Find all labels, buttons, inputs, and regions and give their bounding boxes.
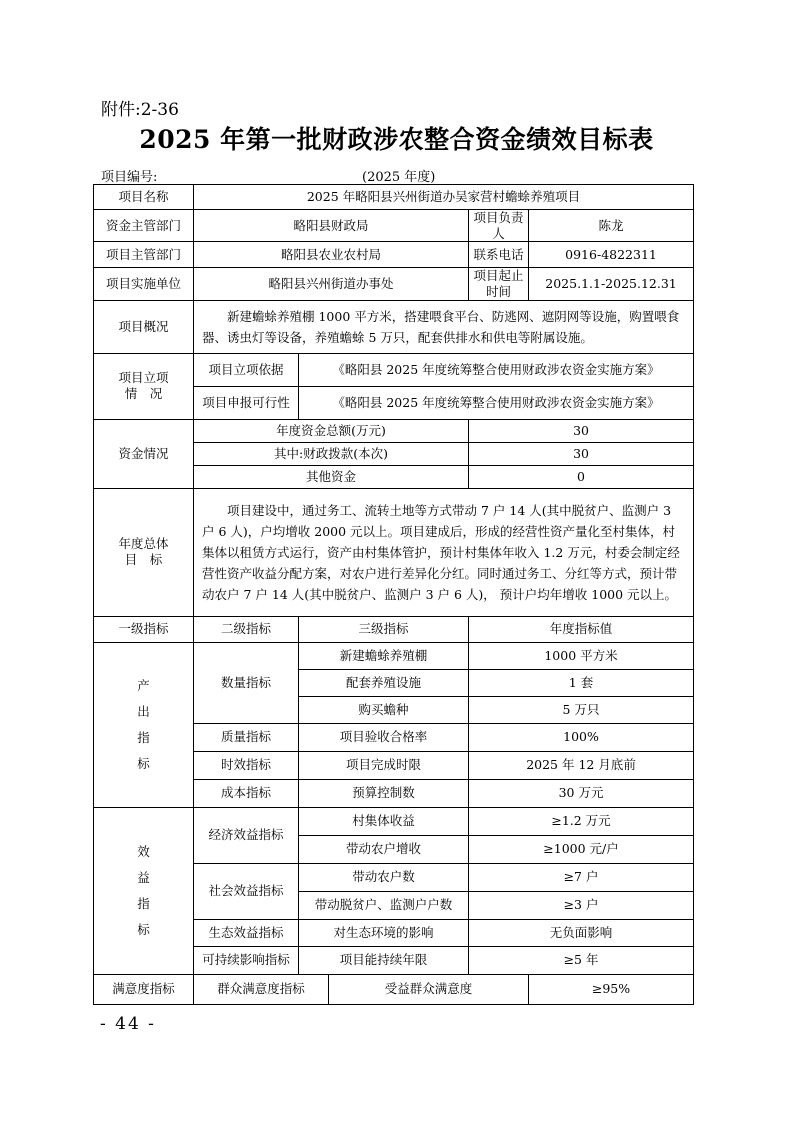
- row-indicator-header: [94, 616, 694, 642]
- goal-text: 项目建设中，通过务工、流转土地等方式带动 7 户 14 人(其中脱贫户、监测户 3 户 6 人)，户均增收 2000 元以上。项目建成后，形成的经营性资产量化至村集体，村集体以租赁方式运行，资产由村集体管护，预计村集体年收入 1.2 万元，村委会制定经营性资产收益分配方案，对农户进行差异化分红。同时通过务工、分红等方式，预计带动农户 7 户 14 人(其中脱贫户、监测户 3 户 6 人)， 预计户均年增收 1000 元以上。: [194, 488, 694, 616]
- cost-name: 预算控制数: [299, 779, 469, 807]
- output-label: 产出指标: [94, 642, 194, 807]
- q2-name: 配套养殖设施: [299, 669, 469, 696]
- q1-value: 1000 平方米: [469, 642, 694, 669]
- satisfaction-value: ≥95%: [529, 974, 694, 1004]
- project-name-value: 2025 年略阳县兴州街道办吴家营村蟾蜍养殖项目: [194, 185, 694, 210]
- q2-value: 1 套: [469, 669, 694, 696]
- cost-value: 30 万元: [469, 779, 694, 807]
- approval-label: [94, 353, 194, 419]
- row-project-dept: [94, 242, 694, 268]
- header-value: 年度指标值: [469, 616, 694, 642]
- funds-fiscal-value: 30: [469, 442, 694, 465]
- sustain-label: 可持续影响指标: [194, 946, 299, 974]
- s2-value: ≥3 户: [469, 891, 694, 919]
- row-implementer: [94, 268, 694, 300]
- fund-dept-value: 略阳县财政局: [194, 210, 469, 242]
- feasibility-label: 项目申报可行性: [194, 386, 299, 419]
- attachment-label: 附件:2-36: [101, 100, 179, 120]
- page-title: 2025 年第一批财政涉农整合资金绩效目标表: [139, 125, 654, 154]
- row-benefit-e1: [94, 807, 694, 835]
- time-value: 2025 年 12 月底前: [469, 751, 694, 779]
- quality-name: 项目验收合格率: [299, 723, 469, 751]
- period-label: 项目起止时间: [469, 268, 529, 300]
- funds-other-label: 其他资金: [194, 465, 469, 488]
- basis-label: 项目立项依据: [194, 353, 299, 386]
- header-level2: 二级指标: [194, 616, 299, 642]
- quantity-label: 数量指标: [194, 642, 299, 723]
- approval-label-line1: 项目立项: [118, 370, 169, 386]
- eco-value: 无负面影响: [469, 919, 694, 946]
- s2-name: 带动脱贫户、监测户户数: [299, 891, 469, 919]
- row-overview: [94, 300, 694, 353]
- econ-label: 经济效益指标: [194, 807, 299, 863]
- header-level3: 三级指标: [299, 616, 469, 642]
- satisfaction-label: 满意度指标: [94, 974, 194, 1004]
- benefit-label: 效益指标: [94, 807, 194, 974]
- row-annual-goal: [94, 488, 694, 616]
- funds-total-label: 年度资金总额(万元): [194, 419, 469, 442]
- e1-name: 村集体收益: [299, 807, 469, 835]
- funds-other-value: 0: [469, 465, 694, 488]
- e1-value: ≥1.2 万元: [469, 807, 694, 835]
- project-name-label: 项目名称: [94, 185, 194, 210]
- implementer-label: 项目实施单位: [94, 268, 194, 300]
- quality-value: 100%: [469, 723, 694, 751]
- header-level1: 一级指标: [94, 616, 194, 642]
- funds-total-value: 30: [469, 419, 694, 442]
- row-approval-basis: [94, 353, 694, 386]
- s1-name: 带动农户数: [299, 863, 469, 891]
- leader-value: 陈龙: [529, 210, 694, 242]
- project-dept-value: 略阳县农业农村局: [194, 242, 469, 268]
- approval-label-line2: 情 况: [124, 386, 163, 401]
- e2-name: 带动农户增收: [299, 835, 469, 863]
- phone-label: 联系电话: [469, 242, 529, 268]
- social-label: 社会效益指标: [194, 863, 299, 919]
- fund-dept-label: 资金主管部门: [94, 210, 194, 242]
- overview-text: 新建蟾蜍养殖棚 1000 平方米，搭建喂食平台、防逃网、遮阴网等设施，购置喂食器、诱虫灯等设备，养殖蟾蜍 5 万只，配套供排水和供电等附属设施。: [194, 300, 694, 353]
- year-label: (2025 年度): [362, 170, 436, 185]
- eco-name: 对生态环境的影响: [299, 919, 469, 946]
- page-number: - 44 -: [100, 1014, 156, 1034]
- feasibility-value: 《略阳县 2025 年度统筹整合使用财政涉农资金实施方案》: [299, 386, 694, 419]
- eco-label: 生态效益指标: [194, 919, 299, 946]
- row-fund-dept: [94, 210, 694, 242]
- q3-name: 购买蟾种: [299, 696, 469, 723]
- project-number-label: 项目编号:: [101, 170, 158, 185]
- overview-label: 项目概况: [94, 300, 194, 353]
- quality-label: 质量指标: [194, 723, 299, 751]
- q1-name: 新建蟾蜍养殖棚: [299, 642, 469, 669]
- project-dept-label: 项目主管部门: [94, 242, 194, 268]
- performance-target-table: [93, 184, 694, 1005]
- leader-label: 项目负责人: [469, 210, 529, 242]
- funds-fiscal-label: 其中:财政拨款(本次): [194, 442, 469, 465]
- goal-label: [94, 488, 194, 616]
- cost-label: 成本指标: [194, 779, 299, 807]
- period-value: 2025.1.1-2025.12.31: [529, 268, 694, 300]
- implementer-value: 略阳县兴州街道办事处: [194, 268, 469, 300]
- row-output-q1: [94, 642, 694, 669]
- row-project-name: [94, 185, 694, 210]
- e2-value: ≥1000 元/户: [469, 835, 694, 863]
- sustain-name: 项目能持续年限: [299, 946, 469, 974]
- goal-label-line2: 目 标: [124, 552, 163, 567]
- row-funds-total: [94, 419, 694, 442]
- funds-label: 资金情况: [94, 419, 194, 488]
- s1-value: ≥7 户: [469, 863, 694, 891]
- basis-value: 《略阳县 2025 年度统筹整合使用财政涉农资金实施方案》: [299, 353, 694, 386]
- sustain-value: ≥5 年: [469, 946, 694, 974]
- time-label: 时效指标: [194, 751, 299, 779]
- row-satisfaction: [94, 974, 694, 1004]
- phone-value: 0916-4822311: [529, 242, 694, 268]
- time-name: 项目完成时限: [299, 751, 469, 779]
- satisfaction-level2: 群众满意度指标: [194, 974, 329, 1004]
- goal-label-line1: 年度总体: [118, 536, 169, 552]
- satisfaction-name: 受益群众满意度: [329, 974, 529, 1004]
- q3-value: 5 万只: [469, 696, 694, 723]
